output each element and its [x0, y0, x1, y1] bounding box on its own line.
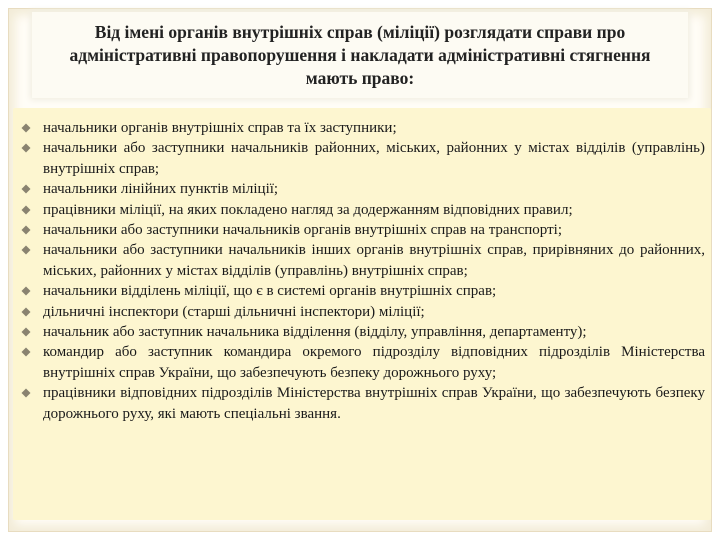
list-item	[17, 220, 705, 240]
content-box	[13, 108, 711, 520]
list-item	[17, 118, 705, 138]
list-item	[17, 240, 705, 281]
list-item-text: працівники міліції, на яких покладено нагляд за додержанням відповідних правил;	[43, 201, 573, 218]
list-item-text: командир або заступник командира окремого підрозділу відповідних підрозділів Міністерства внутрішніх справ України, що забезпечують безпеку дорожнього руху;	[43, 344, 705, 381]
diamond-bullet-icon	[21, 123, 31, 133]
list-item-text: дільничні інспектори (старші дільничні інспектори) міліції;	[43, 303, 425, 320]
list-item-text: начальник або заступник начальника відділення (відділу, управління, департаменту);	[43, 324, 587, 341]
list-item-text: начальники або заступники начальників районних, міських, районних у містах відділів (управлінь) внутрішніх справ;	[43, 140, 705, 177]
list-item	[17, 302, 705, 322]
list-item	[17, 322, 705, 342]
diamond-bullet-icon	[21, 143, 31, 153]
title-box	[32, 12, 688, 98]
list-item	[17, 342, 705, 383]
list-item	[17, 200, 705, 220]
list-item-text: начальники або заступники начальників інших органів внутрішніх справ, прирівняних до районних, міських, районних у містах відділів (управлінь) внутрішніх справ;	[43, 242, 705, 279]
bullet-list	[13, 108, 711, 424]
diamond-bullet-icon	[21, 347, 31, 357]
diamond-bullet-icon	[21, 245, 31, 255]
list-item-text: начальники відділень міліції, що є в системі органів внутрішніх справ;	[43, 283, 497, 300]
diamond-bullet-icon	[21, 327, 31, 337]
diamond-bullet-icon	[21, 205, 31, 215]
list-item-text: начальники органів внутрішніх справ та їх заступники;	[43, 120, 397, 136]
list-item	[17, 179, 705, 199]
slide-title: Від імені органів внутрішніх справ (міліції) розглядати справи про адміністративні правопорушення і накладати адміністративні стягнення мають право:	[69, 21, 651, 88]
list-item	[17, 383, 705, 424]
list-item-text: начальники лінійних пунктів міліції;	[43, 181, 279, 198]
list-item-text: працівники відповідних підрозділів Міністерства внутрішніх справ України, що забезпечують безпеку дорожнього руху, які мають спеціальні звання.	[43, 385, 705, 422]
diamond-bullet-icon	[21, 184, 31, 194]
diamond-bullet-icon	[21, 286, 31, 296]
list-item-text: начальники або заступники начальників органів внутрішніх справ на транспорті;	[43, 222, 562, 239]
diamond-bullet-icon	[21, 388, 31, 398]
list-item	[17, 138, 705, 179]
list-item	[17, 281, 705, 301]
diamond-bullet-icon	[21, 225, 31, 235]
diamond-bullet-icon	[21, 307, 31, 317]
